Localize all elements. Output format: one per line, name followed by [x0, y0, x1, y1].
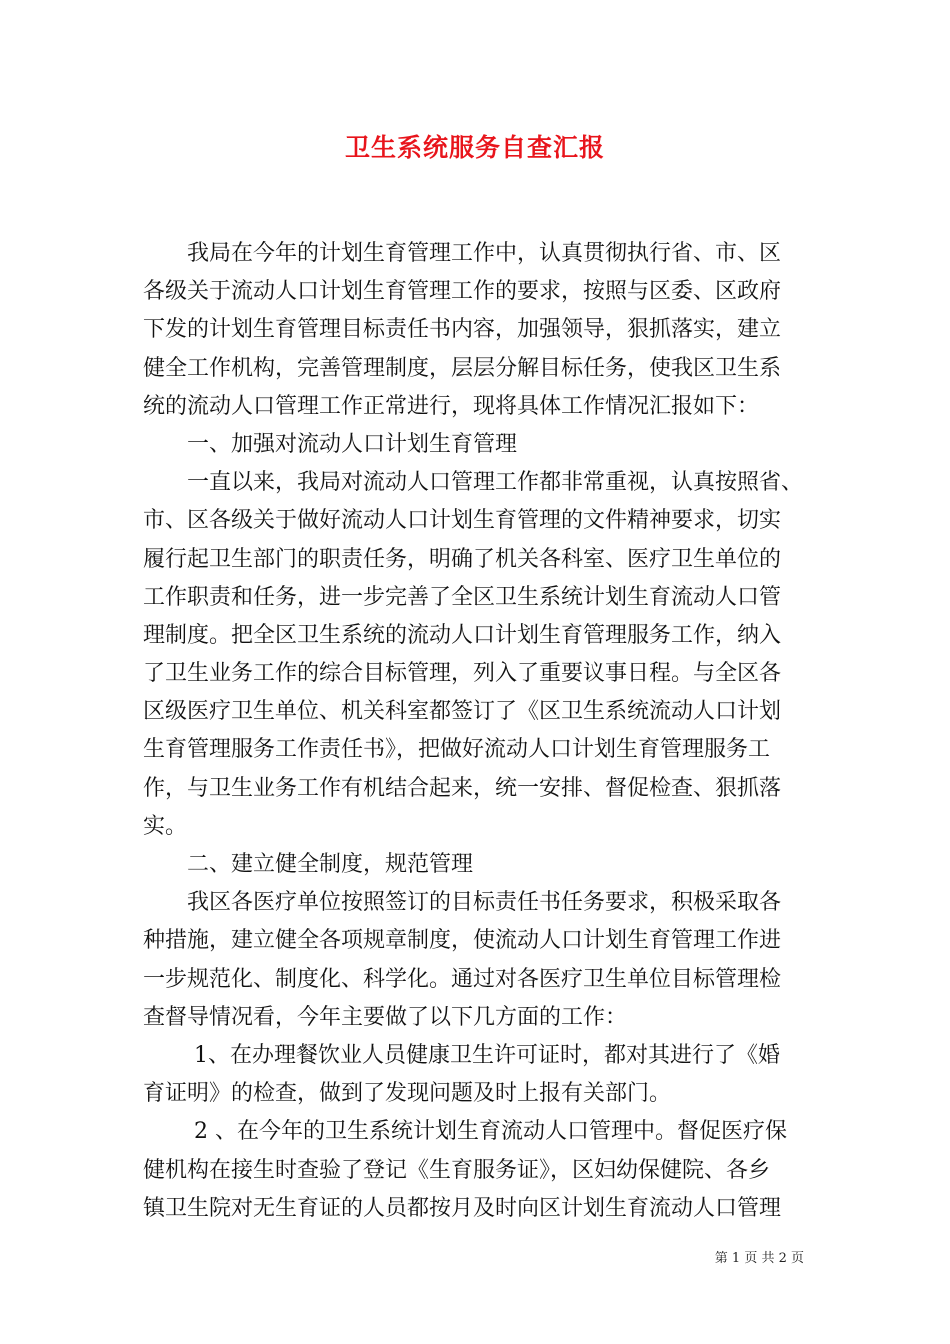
body-line: 了卫生业务工作的综合目标管理，列入了重要议事日程。与全区各 — [143, 661, 782, 687]
body-line: 一步规范化、制度化、科学化。通过对各医疗卫生单位目标管理检 — [143, 966, 782, 992]
body-line: 我区各医疗单位按照签订的目标责任书任务要求，积极采取各 — [143, 890, 782, 916]
page-footer: 第 1 页 共 2 页 — [714, 1251, 804, 1266]
body-line: 实。 — [143, 813, 188, 839]
body-line: 作，与卫生业务工作有机结合起来，统一安排、督促检查、狠抓落 — [143, 775, 782, 801]
body-line: 一、加强对流动人口计划生育管理 — [143, 431, 518, 457]
body-line: 理制度。把全区卫生系统的流动人口计划生育管理服务工作，纳入 — [143, 622, 782, 648]
body-line: 履行起卫生部门的职责任务，明确了机关各科室、医疗卫生单位的 — [143, 546, 782, 572]
body-line: 市、区各级关于做好流动人口计划生育管理的文件精神要求，切实 — [143, 508, 782, 534]
body-line: 各级关于流动人口计划生育管理工作的要求，按照与区委、区政府 — [143, 279, 782, 305]
document-title: 卫生系统服务自查汇报 — [344, 133, 605, 162]
body-line: 一直以来，我局对流动人口管理工作都非常重视，认真按照省、 — [143, 470, 804, 496]
body-line: 工作职责和任务，进一步完善了全区卫生系统计划生育流动人口管 — [143, 584, 782, 610]
body-line: 育证明》的检查，做到了发现问题及时上报有关部门。 — [143, 1081, 672, 1107]
body-line: 健全工作机构，完善管理制度，层层分解目标任务，使我区卫生系 — [143, 355, 782, 381]
body-line: 健机构在接生时查验了登记《生育服务证》，区妇幼保健院、各乡 — [143, 1157, 771, 1183]
body-line: 查督导情况看，今年主要做了以下几方面的工作： — [143, 1004, 628, 1030]
body-line: 生育管理服务工作责任书》，把做好流动人口计划生育管理服务工 — [143, 737, 771, 763]
body-line: 二、建立健全制度，规范管理 — [143, 852, 474, 877]
body-line: 2 、在今年的卫生系统计划生育流动人口管理中。督促医疗保 — [143, 1119, 787, 1145]
body-line: 种措施，建立健全各项规章制度，使流动人口计划生育管理工作进 — [143, 928, 782, 954]
body-line: 下发的计划生育管理目标责任书内容，加强领导，狠抓落实，建立 — [143, 317, 782, 343]
body-line: 1、在办理餐饮业人员健康卫生许可证时，都对其进行了《婚 — [143, 1042, 780, 1068]
document-body — [143, 235, 813, 1228]
body-line: 区级医疗卫生单位、机关科室都签订了《区卫生系统流动人口计划 — [143, 699, 782, 725]
body-line: 镇卫生院对无生育证的人员都按月及时向区计划生育流动人口管理 — [143, 1195, 782, 1221]
body-line: 我局在今年的计划生育管理工作中，认真贯彻执行省、市、区 — [143, 241, 782, 266]
body-line: 统的流动人口管理工作正常进行，现将具体工作情况汇报如下： — [143, 393, 760, 419]
